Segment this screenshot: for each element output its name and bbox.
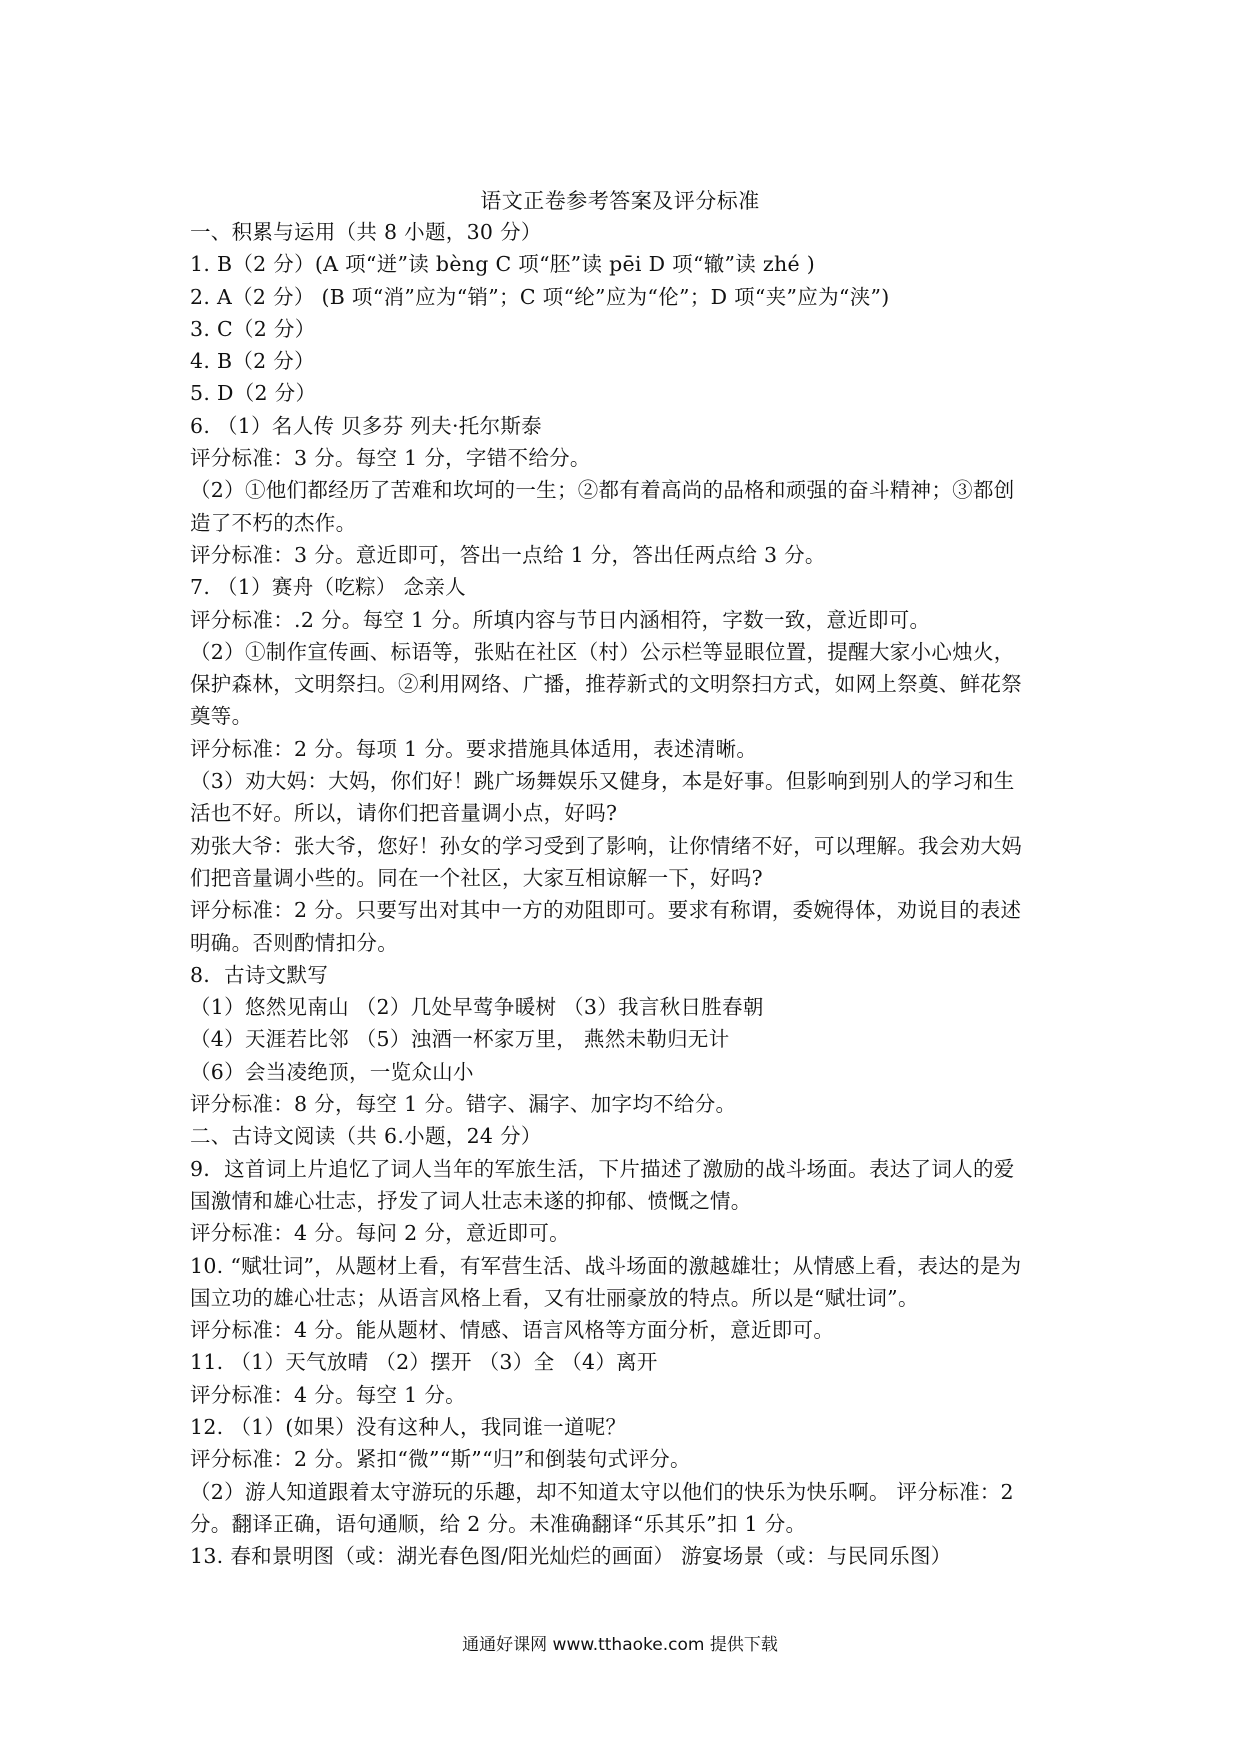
- text-line: 1. B（2 分）(A 项“迸”读 bèng C 项“胚”读 pēi D 项“辙”读 zhé ): [190, 252, 816, 277]
- text-line: 评分标准：2 分。紧扣“微”“斯”“归”和倒装句式评分。: [190, 1447, 691, 1472]
- text-line: 9．这首词上片追忆了词人当年的军旅生活，下片描述了激励的战斗场面。表达了词人的爱: [190, 1156, 1015, 1181]
- text-line: 评分标准：8 分，每空 1 分。错字、漏字、加字均不给分。: [190, 1092, 737, 1117]
- answer-body: [190, 216, 1060, 1572]
- text-line: 6. （1）名人传 贝多芬 列夫·托尔斯泰: [190, 413, 542, 438]
- text-line: 劝张大爷：张大爷，您好！孙女的学习受到了影响，让你情绪不好，可以理解。我会劝大妈: [190, 833, 1022, 858]
- text-line: 评分标准：.2 分。每空 1 分。所填内容与节日内涵相符，字数一致，意近即可。: [190, 607, 931, 632]
- text-line: 2. A（2 分） (B 项“消”应为“销”；C 项“纶”应为“伦”；D 项“夹”应为“浃”): [190, 284, 890, 309]
- text-line: 国立功的雄心壮志；从语言风格上看，又有壮丽豪放的特点。所以是“赋壮词”。: [190, 1285, 919, 1310]
- text-line: （2）游人知道跟着太守游玩的乐趣，却不知道太守以他们的快乐为快乐啊。 评分标准：2: [190, 1479, 1014, 1504]
- text-line: 评分标准：3 分。每空 1 分，字错不给分。: [190, 446, 591, 471]
- text-line: 评分标准：3 分。意近即可，答出一点给 1 分，答出任两点给 3 分。: [190, 542, 826, 567]
- text-line: 3. C（2 分）: [190, 316, 316, 341]
- text-line: （4）天涯若比邻 （5）浊酒一杯家万里， 燕然未勒归无计: [190, 1027, 730, 1052]
- text-line: （6）会当凌绝顶，一览众山小: [190, 1059, 474, 1084]
- text-line: （1）悠然见南山 （2）几处早莺争暖树 （3）我言秋日胜春朝: [190, 995, 764, 1020]
- text-line: 国激情和雄心壮志，抒发了词人壮志未遂的抑郁、愤慨之情。: [190, 1188, 752, 1213]
- text-line: 4. B（2 分）: [190, 349, 315, 374]
- text-line: 评分标准：4 分。每空 1 分。: [190, 1382, 466, 1407]
- text-line: 10. “赋壮词”，从题材上看，有军营生活、战斗场面的激越雄壮；从情感上看，表达的是为: [190, 1253, 1022, 1278]
- text-line: 5. D（2 分）: [190, 381, 317, 406]
- text-line: 活也不好。所以，请你们把音量调小点，好吗?: [190, 801, 618, 826]
- text-line: 明确。否则酌情扣分。: [190, 930, 398, 955]
- text-line: 奠等。: [190, 704, 253, 729]
- text-line: 7. （1）赛舟（吃粽） 念亲人: [190, 575, 466, 600]
- text-line: 二、古诗文阅读（共 6.小题，24 分）: [190, 1124, 542, 1149]
- page-title: 语文正卷参考答案及评分标准: [480, 189, 760, 213]
- text-line: （3）劝大妈：大妈，你们好！跳广场舞娱乐又健身，本是好事。但影响到别人的学习和生: [190, 769, 1015, 794]
- text-line: 造了不朽的杰作。: [190, 510, 357, 535]
- text-line: 评分标准：4 分。能从题材、情感、语言风格等方面分析，意近即可。: [190, 1318, 835, 1343]
- text-line: 8．古诗文默写: [190, 962, 329, 987]
- text-line: 12. （1）(如果）没有这种人，我同谁一道呢？: [190, 1414, 627, 1439]
- text-line: 分。翻译正确，语句通顺，给 2 分。未准确翻译“乐其乐”扣 1 分。: [190, 1511, 807, 1536]
- text-line: 保护森林，文明祭扫。②利用网络、广播，推荐新式的文明祭扫方式，如网上祭奠、鲜花祭: [190, 672, 1022, 697]
- text-line: 评分标准：2 分。只要写出对其中一方的劝阻即可。要求有称谓，委婉得体，劝说目的表述: [190, 898, 1022, 923]
- text-line: 评分标准：2 分。每项 1 分。要求措施具体适用，表述清晰。: [190, 736, 758, 761]
- text-line: 评分标准：4 分。每问 2 分，意近即可。: [190, 1221, 570, 1246]
- text-line: （2）①制作宣传画、标语等，张贴在社区（村）公示栏等显眼位置，提醒大家小心烛火，: [190, 639, 1015, 664]
- text-line: 11. （1）天气放晴 （2）摆开 （3）全 （4）离开: [190, 1350, 658, 1375]
- text-line: 一、积累与运用（共 8 小题，30 分）: [190, 220, 542, 244]
- text-line: 13. 春和景明图（或：湖光春色图/阳光灿烂的画面） 游宴场景（或：与民同乐图）: [190, 1544, 952, 1569]
- page-footer: 通通好课网 www.tthaoke.com 提供下载: [462, 1635, 778, 1655]
- text-line: （2）①他们都经历了苦难和坎坷的一生；②都有着高尚的品格和顽强的奋斗精神；③都创: [190, 478, 1015, 503]
- text-line: 们把音量调小些的。同在一个社区，大家互相谅解一下，好吗?: [190, 865, 763, 890]
